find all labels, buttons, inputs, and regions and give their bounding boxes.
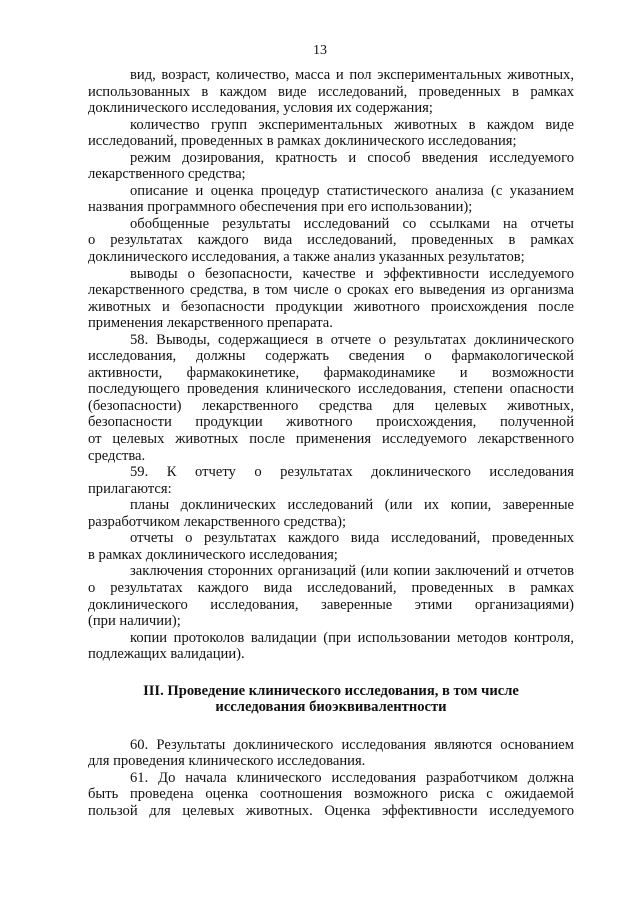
text-line: применения лекарственного препарата. <box>88 315 333 332</box>
text-line: разработчиком лекарственного средства); <box>88 513 347 530</box>
text-line: в рамках доклинического исследования; <box>88 546 338 563</box>
text-line: доклинического исследования, условия их содержания; <box>88 100 433 117</box>
text-line: 61. До начала клинического исследования разработчиком должна <box>130 769 574 786</box>
text-line: о результатах каждого вида исследований, проведенных в рамках <box>88 232 574 249</box>
text-line: 60. Результаты доклинического исследования являются основанием <box>130 736 574 753</box>
document-body <box>88 67 574 820</box>
text-line: режим дозирования, кратность и способ введения исследуемого <box>130 149 574 166</box>
text-line: количество групп экспериментальных животных в каждом виде <box>130 116 574 133</box>
paragraph <box>88 630 574 663</box>
text-line: о результатах каждого вида исследований, проведенных в рамках <box>88 579 574 596</box>
text-line: прилагаются: <box>88 480 172 497</box>
paragraph <box>88 563 574 629</box>
text-line: быть проведена оценка соотношения возможного риска с ожидаемой <box>88 786 574 803</box>
text-line: (при наличии); <box>88 613 181 630</box>
text-line: подлежащих валидации). <box>88 646 245 663</box>
section-heading-line: III. Проведение клинического исследования, в том числе <box>143 682 519 699</box>
paragraph <box>88 266 574 332</box>
text-line: животных и безопасности продукции животного происхождения после <box>88 298 574 315</box>
paragraph <box>88 770 574 820</box>
section-heading <box>88 683 574 716</box>
text-line: последующего проведения клинического исследования, степени опасности <box>88 381 574 398</box>
text-line: планы доклинических исследований (или их копии, заверенные <box>130 497 574 514</box>
text-line: для проведения клинического исследования. <box>88 753 366 770</box>
text-line: лекарственного средства; <box>88 166 246 183</box>
text-line: обобщенные результаты исследований со ссылками на отчеты <box>130 215 574 232</box>
text-line: лекарственного средства, в том числе о сроках его выведения из организма <box>88 282 574 299</box>
text-line: 59. К отчету о результатах доклинического исследования <box>130 464 574 481</box>
paragraph <box>88 183 574 216</box>
paragraph <box>88 150 574 183</box>
paragraph <box>88 117 574 150</box>
text-line: от целевых животных после применения исследуемого лекарственного <box>88 431 574 448</box>
text-line: (безопасности) лекарственного средства для целевых животных, <box>88 397 574 414</box>
text-line: безопасности продукции животного происхождения, полученной <box>88 414 574 431</box>
paragraph <box>88 464 574 497</box>
paragraph <box>88 216 574 266</box>
text-line: вид, возраст, количество, масса и пол экспериментальных животных, <box>130 67 574 83</box>
paragraph <box>88 737 574 770</box>
text-line: заключения сторонних организаций (или копии заключений и отчетов <box>130 563 574 580</box>
text-line: отчеты о результатах каждого вида исследований, проведенных <box>130 530 574 547</box>
text-line: доклинического исследования, заверенные этими организациями) <box>88 596 574 613</box>
text-line: использованных в каждом виде исследований, проведенных в рамках <box>88 83 574 100</box>
text-line: копии протоколов валидации (при использовании методов контроля, <box>130 629 574 646</box>
text-line: описание и оценка процедур статистического анализа (с указанием <box>130 182 574 199</box>
paragraphs-before-heading <box>88 67 574 663</box>
text-line: средства. <box>88 447 146 464</box>
text-line: выводы о безопасности, качестве и эффективности исследуемого <box>130 265 574 282</box>
paragraphs-after-heading <box>88 737 574 820</box>
paragraph <box>88 332 574 464</box>
text-line: 58. Выводы, содержащиеся в отчете о результатах доклинического <box>130 331 574 348</box>
text-line: активности, фармакокинетике, фармакодинамике и возможности <box>88 364 574 381</box>
text-line: исследования, должны содержать сведения о фармакологической <box>88 348 574 365</box>
text-line: названия программного обеспечения при его использовании); <box>88 199 473 216</box>
paragraph <box>88 67 574 117</box>
text-line: исследований, проведенных в рамках доклинического исследования; <box>88 133 517 150</box>
page-number: 13 <box>313 43 327 58</box>
text-line: доклинического исследования, а также анализ указанных результатов; <box>88 249 525 266</box>
text-line: пользой для целевых животных. Оценка эффективности исследуемого <box>88 802 574 819</box>
paragraph <box>88 530 574 563</box>
section-heading-line: исследования биоэквивалентности <box>215 699 447 716</box>
paragraph <box>88 497 574 530</box>
